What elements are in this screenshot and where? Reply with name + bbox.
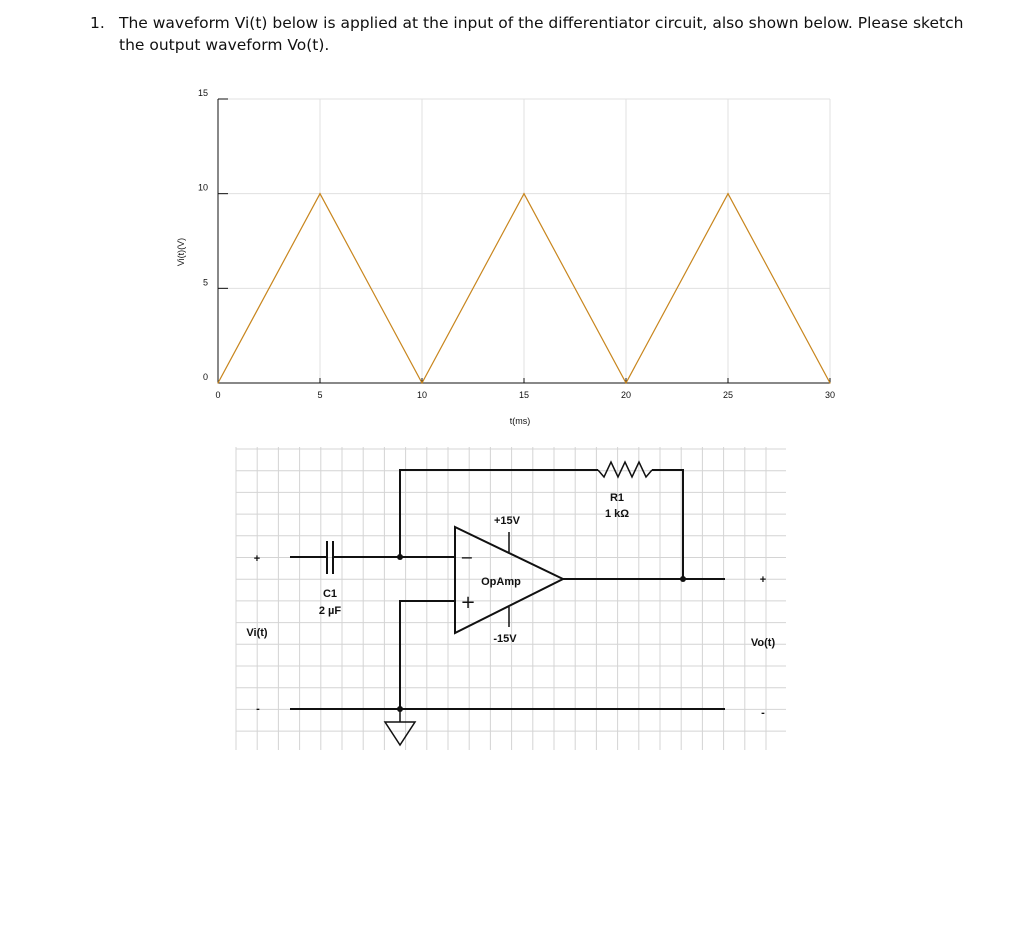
x-tick-label: 25 [722, 390, 734, 400]
resistor-name: R1 [609, 492, 625, 504]
inverting-input-symbol: − [460, 548, 474, 567]
opamp-label: OpAmp [481, 576, 521, 588]
resistor-value: 1 kΩ [604, 508, 630, 520]
junction-dot [680, 576, 686, 582]
x-tick-label: 30 [824, 390, 836, 400]
y-tick-label: 5 [202, 277, 208, 288]
junction-dot [397, 706, 403, 712]
input-plus-label: + [253, 553, 261, 565]
output-label: Vo(t) [750, 637, 776, 649]
x-tick-label: 20 [620, 390, 632, 400]
junction-dot [397, 554, 403, 560]
resistor-r1-symbol [598, 462, 652, 477]
y-tick-label: 15 [197, 88, 208, 98]
capacitor-name: C1 [322, 588, 338, 600]
x-axis-label: t(ms) [509, 416, 531, 426]
output-minus-label: - [761, 707, 765, 719]
noninverting-input-symbol: + [460, 592, 476, 613]
question-number: 1. [90, 14, 105, 32]
y-axis-label: Vi(t)(V) [176, 237, 186, 267]
x-tick-label: 15 [518, 390, 530, 400]
noninverting-wire [400, 601, 455, 709]
x-tick-label: 5 [317, 390, 323, 400]
supply-negative-label: -15V [493, 633, 517, 645]
input-minus-label: - [256, 703, 260, 715]
y-tick-label: 0 [202, 372, 208, 382]
question-text: The waveform Vi(t) below is applied at the input of the differentiator circuit, also shown below. Please sketch the output waveform Vo(t). [119, 14, 964, 54]
input-label: Vi(t) [246, 627, 268, 639]
ground-icon [385, 709, 415, 745]
x-tick-label: 10 [416, 390, 428, 400]
feedback-wire-left [400, 470, 598, 557]
circuit-grid [236, 447, 786, 750]
feedback-wire-right [652, 470, 683, 579]
y-tick-label: 10 [197, 182, 208, 193]
capacitor-value: 2 µF [318, 605, 342, 617]
x-tick-label: 0 [215, 390, 221, 400]
output-plus-label: + [759, 574, 767, 586]
supply-positive-label: +15V [494, 515, 520, 527]
